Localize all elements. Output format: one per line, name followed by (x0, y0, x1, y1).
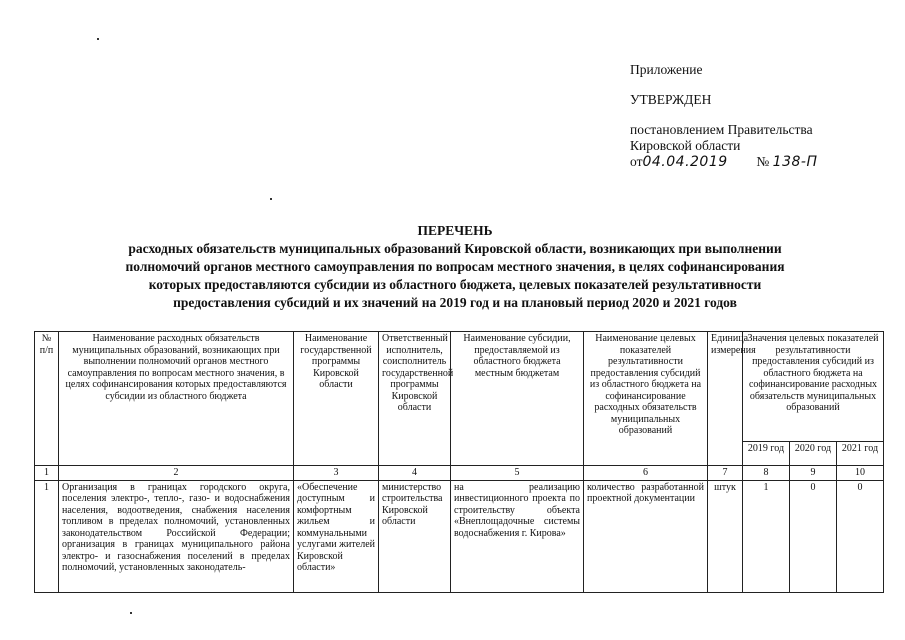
subtitle-line: предоставления субсидий и их значений на 2019 год и на плановый период 2020 и 2021 годов (173, 295, 737, 310)
header-subsidy: Наименование субсидии, предоставляемой из областного бюджета местным бюджетам (451, 332, 584, 466)
column-number-row (35, 466, 884, 481)
header-indicator: Наименование целевых показателей результативности предоставления субсидий из областного бюджета на софинансирование расходных обязательств муниципальных образований (584, 332, 708, 466)
approval-date-line (630, 154, 817, 170)
col-number: 2 (59, 466, 294, 481)
row-value-2020: 0 (790, 480, 837, 592)
row-indicator: количество разработанной проектной документации (584, 480, 708, 592)
handwritten-number: 138-П (772, 154, 818, 170)
document-heading (60, 222, 850, 312)
approval-region: Кировской области (630, 138, 741, 153)
header-year-2020: 2020 год (790, 442, 837, 466)
handwritten-date: 04.04.2019 (642, 154, 728, 170)
table-row (35, 480, 884, 592)
approval-resolution: постановлением Правительства (630, 122, 813, 137)
header-num: № п/п (35, 332, 59, 466)
col-number: 1 (35, 466, 59, 481)
row-value-2021: 0 (837, 480, 884, 592)
col-number: 4 (379, 466, 451, 481)
col-number: 9 (790, 466, 837, 481)
col-number: 6 (584, 466, 708, 481)
header-year-2019: 2019 год (743, 442, 790, 466)
appendix-label: Приложение (630, 62, 703, 77)
col-number: 7 (708, 466, 743, 481)
scan-speck (97, 38, 99, 40)
approval-block (630, 62, 817, 170)
subtitle-line: расходных обязательств муниципальных образований Кировской области, возникающих при выполнении (128, 241, 782, 256)
header-executor: Ответственный исполнитель, соисполнитель государственной программы Кировской области (379, 332, 451, 466)
header-obligation: Наименование расходных обязательств муниципальных образований, возникающих при выполнении полномочий органов местного самоуправления по вопросам местного значения, в целях софинансирования которых предоставляются субсидии из областного бюджета (59, 332, 294, 466)
col-number: 3 (294, 466, 379, 481)
row-num: 1 (35, 480, 59, 592)
row-value-2019: 1 (743, 480, 790, 592)
row-unit: штук (708, 480, 743, 592)
header-values: Значения целевых показателей результативности предоставления субсидий из областного бюджета на софинансирование расходных обязательств муниципальных образований (743, 332, 884, 442)
row-obligation: Организация в границах городского округа, поселения электро-, тепло-, газо- и водоснабжения населения, водоотведения, снабжения населения топливом в пределах полномочий, установленных законодательством Российской Федерации; организация в границах муниципального района электро- и газоснабжения поселений в пределах полномочий, установленных законодатель- (59, 480, 294, 592)
header-unit: Единица измерения (708, 332, 743, 466)
number-prefix: № (756, 154, 770, 169)
subsidy-table (34, 331, 884, 593)
header-year-2021: 2021 год (837, 442, 884, 466)
document-title: ПЕРЕЧЕНЬ (417, 223, 493, 238)
scan-speck (130, 612, 132, 614)
date-prefix: от (630, 154, 643, 169)
scan-speck (270, 198, 272, 200)
col-number: 8 (743, 466, 790, 481)
subtitle-line: которых предоставляются субсидии из областного бюджета, целевых показателей результативности (148, 277, 762, 292)
row-program: «Обеспечение доступным и комфортным жильем и коммунальными услугами жителей Кировской области» (294, 480, 379, 592)
row-subsidy: на реализацию инвестиционного проекта по строительству объекта «Внеплощадочные системы водоснабжения г. Кирова» (451, 480, 584, 592)
approved-label: УТВЕРЖДЕН (630, 92, 712, 107)
col-number: 5 (451, 466, 584, 481)
subtitle-line: полномочий органов местного самоуправления по вопросам местного значения, в целях софинансирования (125, 259, 785, 274)
row-executor: министерство строительства Кировской области (379, 480, 451, 592)
col-number: 10 (837, 466, 884, 481)
header-program: Наименование государственной программы Кировской области (294, 332, 379, 466)
